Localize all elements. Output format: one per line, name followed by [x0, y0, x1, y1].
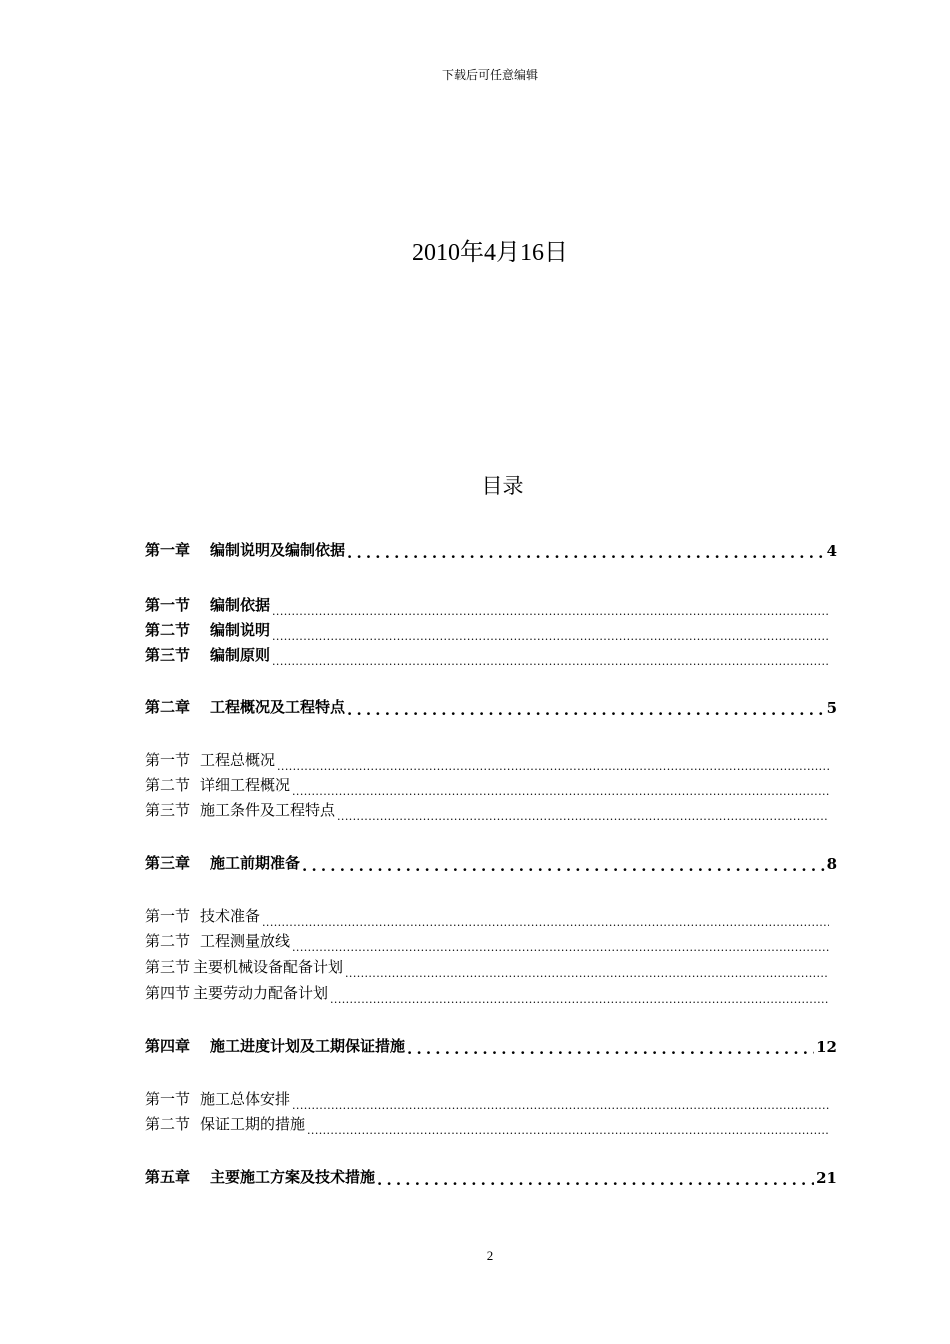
toc-entry-page: 12 — [816, 1038, 837, 1056]
toc-entry-title: 保证工期的措施 — [200, 1115, 306, 1133]
toc-entry-number: 第五章 — [145, 1168, 191, 1186]
toc-entry-number: 第二章 — [145, 698, 191, 716]
toc-section-entry[interactable] — [145, 957, 837, 977]
toc-dot-leader — [277, 755, 829, 770]
toc-entry-page: 8 — [826, 855, 837, 873]
toc-dot-leader — [307, 1119, 829, 1134]
toc-entry-title: 工程总概况 — [200, 751, 276, 769]
toc-entry-title: 编制原则 — [210, 646, 271, 664]
toc-section-entry[interactable] — [145, 1089, 837, 1109]
toc-dot-leader — [292, 780, 829, 795]
toc-entry-number: 第一章 — [145, 541, 191, 559]
toc-section-entry[interactable] — [145, 620, 837, 640]
toc-entry-number: 第二节 — [145, 932, 191, 950]
toc-entry-title: 详细工程概况 — [200, 776, 291, 794]
toc-chapter-entry[interactable] — [145, 697, 837, 717]
toc-dot-leader — [347, 545, 825, 560]
toc-entry-number: 第二节 — [145, 1115, 191, 1133]
toc-dot-leader — [347, 702, 825, 717]
toc-dot-leader — [272, 650, 829, 665]
toc-dot-leader — [407, 1041, 814, 1056]
toc-entry-title: 主要施工方案及技术措施 — [210, 1168, 376, 1186]
toc-chapter-entry[interactable] — [145, 1036, 837, 1056]
toc-section-entry[interactable] — [145, 1114, 837, 1134]
toc-entry-title: 工程概况及工程特点 — [210, 698, 346, 716]
toc-section-entry[interactable] — [145, 800, 837, 820]
toc-dot-leader — [292, 936, 829, 951]
toc-entry-title: 工程测量放线 — [200, 932, 291, 950]
toc-chapter-entry[interactable] — [145, 1167, 837, 1187]
toc-entry-title: 编制依据 — [210, 596, 271, 614]
toc-entry-page: 21 — [816, 1169, 837, 1187]
toc-entry-page: 4 — [826, 542, 837, 560]
toc-dot-leader — [292, 1094, 829, 1109]
toc-section-entry[interactable] — [145, 645, 837, 665]
toc-section-entry[interactable] — [145, 750, 837, 770]
document-date: 2010年4月16日 — [412, 240, 568, 266]
toc-entry-number: 第一节 — [145, 751, 191, 769]
toc-section-entry[interactable] — [145, 906, 837, 926]
page-number: 2 — [486, 1248, 494, 1263]
toc-section-entry[interactable] — [145, 983, 837, 1003]
toc-entry-number: 第三节 — [145, 958, 191, 976]
toc-entry-number: 第三节 — [145, 646, 191, 664]
toc-title: 目录 — [481, 474, 524, 498]
toc-entry-title: 编制说明 — [210, 621, 271, 639]
toc-entry-title: 编制说明及编制依据 — [210, 541, 346, 559]
toc-section-entry[interactable] — [145, 595, 837, 615]
toc-entry-number: 第四章 — [145, 1037, 191, 1055]
toc-dot-leader — [337, 805, 829, 820]
toc-entry-title: 施工进度计划及工期保证措施 — [210, 1037, 406, 1055]
toc-section-entry[interactable] — [145, 931, 837, 951]
toc-dot-leader — [330, 988, 829, 1003]
toc-dot-leader — [262, 911, 829, 926]
toc-entry-number: 第二节 — [145, 621, 191, 639]
toc-dot-leader — [272, 625, 829, 640]
toc-entry-title: 施工条件及工程特点 — [200, 801, 336, 819]
toc-section-entry[interactable] — [145, 775, 837, 795]
toc-entry-page: 5 — [826, 699, 837, 717]
toc-entry-title: 技术准备 — [200, 907, 261, 925]
toc-entry-title: 施工总体安排 — [200, 1090, 291, 1108]
toc-chapter-entry[interactable] — [145, 540, 837, 560]
toc-entry-number: 第三节 — [145, 801, 191, 819]
toc-entry-number: 第三章 — [145, 854, 191, 872]
page-header: 下载后可任意编辑 — [441, 68, 538, 82]
toc-entry-title: 主要劳动力配备计划 — [193, 984, 329, 1002]
toc-dot-leader — [272, 600, 829, 615]
toc-dot-leader — [345, 962, 829, 977]
toc-entry-number: 第一节 — [145, 907, 191, 925]
toc-entry-title: 施工前期准备 — [210, 854, 301, 872]
toc-chapter-entry[interactable] — [145, 853, 837, 873]
toc-dot-leader — [302, 858, 825, 873]
toc-entry-title: 主要机械设备配备计划 — [193, 958, 344, 976]
toc-entry-number: 第一节 — [145, 596, 191, 614]
toc-entry-number: 第一节 — [145, 1090, 191, 1108]
toc-entry-number: 第二节 — [145, 776, 191, 794]
toc-dot-leader — [377, 1172, 814, 1187]
toc-entry-number: 第四节 — [145, 984, 191, 1002]
